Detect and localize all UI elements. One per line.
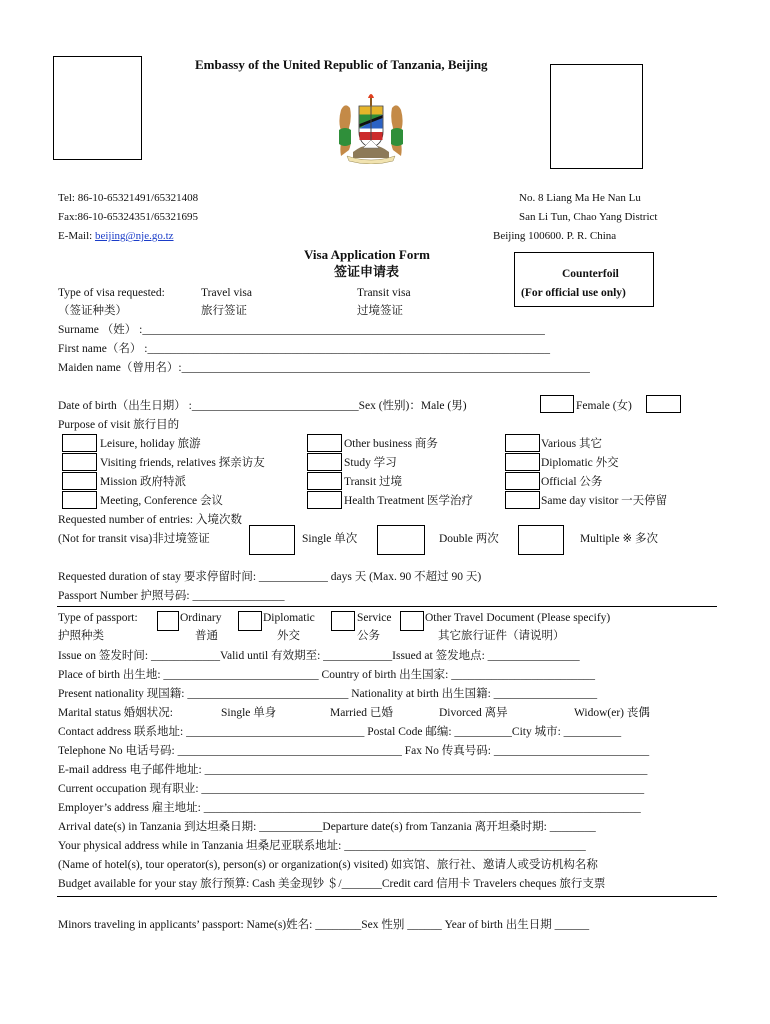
purpose-diplomatic: Diplomatic 外交 <box>541 457 619 469</box>
section-divider-bottom <box>57 896 717 897</box>
telephone-field[interactable]: Telephone No 电话号码: _______________________________________ Fax No 传真号码: ___________________________ <box>58 745 650 757</box>
purpose-checkbox-col3-1[interactable] <box>505 434 540 452</box>
purpose-checkbox-col1-2[interactable] <box>62 453 97 471</box>
entries-checkbox-2[interactable] <box>377 525 425 555</box>
embassy-title: Embassy of the United Republic of Tanzania, Beijing <box>195 57 488 72</box>
marital-single[interactable]: Single 单身 <box>221 707 277 719</box>
first-name-field[interactable]: First name（名） :______________________________________________________________________ <box>58 343 550 355</box>
travel-visa-option[interactable]: Travel visa <box>201 287 253 299</box>
form-title-zh: 签证申请表 <box>334 264 400 279</box>
service-checkbox[interactable] <box>331 611 355 631</box>
purpose-checkbox-col3-3[interactable] <box>505 472 540 490</box>
marital-label: Marital status 婚姻状况: <box>58 707 173 719</box>
employer-address-field[interactable]: Employer’s address 雇主地址: ____________________________________________________________________________ <box>58 802 641 814</box>
address-line-3: Beijing 100600. P. R. China <box>493 230 617 242</box>
purpose-visiting: Visiting friends, relatives 探亲访友 <box>100 457 265 469</box>
budget-field[interactable]: Budget available for your stay 旅行预算: Cash 美金现钞 ＄/_______Credit card 信用卡 Travelers cheques 旅行支票 <box>58 878 606 890</box>
section-divider-top <box>57 606 717 607</box>
purpose-leisure: Leisure, holiday 旅游 <box>100 438 201 450</box>
diplomatic-label: Diplomatic <box>263 612 315 624</box>
entries-note: (Not for transit visa)非过境签证 <box>58 533 210 545</box>
fax-text: Fax:86-10-65324351/65321695 <box>58 211 198 223</box>
photo-box-right <box>550 64 643 169</box>
entries-double: Double 两次 <box>439 533 499 545</box>
purpose-transit: Transit 过境 <box>344 476 403 488</box>
marital-married[interactable]: Married 已婚 <box>330 707 393 719</box>
email-address-field[interactable]: E-mail address 电子邮件地址: _____________________________________________________________________________ <box>58 764 648 776</box>
female-label: Female (女) <box>576 400 632 412</box>
entries-multiple: Multiple ※ 多次 <box>580 533 658 545</box>
purpose-checkbox-col3-4[interactable] <box>505 491 540 509</box>
contact-address-field[interactable]: Contact address 联系地址: _______________________________ Postal Code 邮编: __________City 城市: __________ <box>58 726 622 738</box>
diplomatic-label-zh: 外交 <box>277 630 300 642</box>
travel-visa-zh: 旅行签证 <box>201 305 247 317</box>
other-doc-checkbox[interactable] <box>400 611 424 631</box>
passport-number-field[interactable]: Passport Number 护照号码: ________________ <box>58 590 285 602</box>
purpose-checkbox-col1-1[interactable] <box>62 434 97 452</box>
purpose-checkbox-col2-3[interactable] <box>307 472 342 490</box>
purpose-health: Health Treatment 医学治疗 <box>344 495 474 507</box>
dob-sex-field[interactable]: Date of birth（出生日期） :_____________________________Sex (性别)：Male (男) <box>58 400 467 412</box>
maiden-name-field[interactable]: Maiden name（曾用名）:_______________________________________________________________________ <box>58 362 590 374</box>
entries-label: Requested number of entries: 入境次数 <box>58 514 242 526</box>
purpose-checkbox-col3-2[interactable] <box>505 453 540 471</box>
ordinary-label: Ordinary <box>180 612 222 624</box>
purpose-study: Study 学习 <box>344 457 397 469</box>
entries-checkbox-1[interactable] <box>249 525 295 555</box>
purpose-checkbox-col1-3[interactable] <box>62 472 97 490</box>
passport-type-label-zh: 护照种类 <box>58 630 104 642</box>
purpose-checkbox-col2-4[interactable] <box>307 491 342 509</box>
counterfoil-title: Counterfoil <box>562 268 619 280</box>
physical-address-field[interactable]: Your physical address while in Tanzania 坦桑尼亚联系地址: __________________________________________ <box>58 840 586 852</box>
purpose-checkbox-col2-1[interactable] <box>307 434 342 452</box>
duration-field[interactable]: Requested duration of stay 要求停留时间: ____________ days 天 (Max. 90 不超过 90 天) <box>58 571 482 583</box>
occupation-field[interactable]: Current occupation 现有职业: _____________________________________________________________________________ <box>58 783 645 795</box>
photo-box-left <box>53 56 142 160</box>
address-line-2: San Li Tun, Chao Yang District <box>519 211 658 223</box>
marital-widow[interactable]: Widow(er) 丧偶 <box>574 707 650 719</box>
visa-type-label: Type of visa requested: <box>58 287 165 299</box>
purpose-other-business: Other business 商务 <box>344 438 438 450</box>
email-link[interactable]: beijing@nje.go.tz <box>94 230 174 242</box>
tel-text: Tel: 86-10-65321491/65321408 <box>58 192 199 204</box>
purpose-checkbox-col1-4[interactable] <box>62 491 97 509</box>
other-doc-label: Other Travel Document (Please specify) <box>425 612 611 624</box>
minors-field[interactable]: Minors traveling in applicants’ passport: Name(s)姓名: ________Sex 性别 ______ Year of birth 出生日期 ______ <box>58 919 590 931</box>
form-title-en: Visa Application Form <box>304 247 430 262</box>
surname-field[interactable]: Surname （姓） :______________________________________________________________________ <box>58 324 545 336</box>
transit-visa-zh: 过境签证 <box>357 305 403 317</box>
counterfoil-subtitle: (For official use only) <box>521 287 626 299</box>
other-doc-label-zh: 其它旅行证件（请说明） <box>438 630 565 642</box>
issue-field[interactable]: Issue on 签发时间: ____________Valid until 有效期至: ____________Issued at 签发地点: ________________ <box>58 650 580 662</box>
entries-single: Single 单次 <box>302 533 358 545</box>
coat-of-arms-emblem <box>333 92 409 164</box>
purpose-same-day: Same day visitor 一天停留 <box>541 495 668 507</box>
ordinary-label-zh: 普通 <box>195 630 218 642</box>
purpose-official: Official 公务 <box>541 476 603 488</box>
ordinary-checkbox[interactable] <box>157 611 179 631</box>
service-label-zh: 公务 <box>357 630 380 642</box>
arrival-departure-field[interactable]: Arrival date(s) in Tanzania 到达坦桑日期: ___________Departure date(s) from Tanzania 离开坦桑时期: ________ <box>58 821 596 833</box>
passport-type-label: Type of passport: <box>58 612 138 624</box>
email-row <box>58 229 174 243</box>
entries-checkbox-3[interactable] <box>518 525 564 555</box>
purpose-label: Purpose of visit 旅行目的 <box>58 419 180 431</box>
purpose-mission: Mission 政府特派 <box>100 476 186 488</box>
marital-divorced[interactable]: Divorced 离异 <box>439 707 508 719</box>
service-label: Service <box>357 612 392 624</box>
nationality-field[interactable]: Present nationality 现国籍: ____________________________ Nationality at birth 出生国籍: __________________ <box>58 688 598 700</box>
visa-type-label-zh: （签证种类） <box>58 305 127 317</box>
male-checkbox[interactable] <box>540 395 574 413</box>
email-label: E-Mail: <box>58 230 95 242</box>
place-of-birth-field[interactable]: Place of birth 出生地: ___________________________ Country of birth 出生国家: _________________________ <box>58 669 595 681</box>
purpose-various: Various 其它 <box>541 438 603 450</box>
female-checkbox[interactable] <box>646 395 681 413</box>
address-line-1: No. 8 Liang Ma He Nan Lu <box>519 192 641 204</box>
transit-visa-option[interactable]: Transit visa <box>357 287 411 299</box>
purpose-checkbox-col2-2[interactable] <box>307 453 342 471</box>
hotel-note: (Name of hotel(s), tour operator(s), person(s) or organization(s) visited) 如宾馆、旅行社、邀请人或受访机构名称 <box>58 859 598 871</box>
purpose-meeting: Meeting, Conference 会议 <box>100 495 223 507</box>
diplomatic-checkbox[interactable] <box>238 611 262 631</box>
